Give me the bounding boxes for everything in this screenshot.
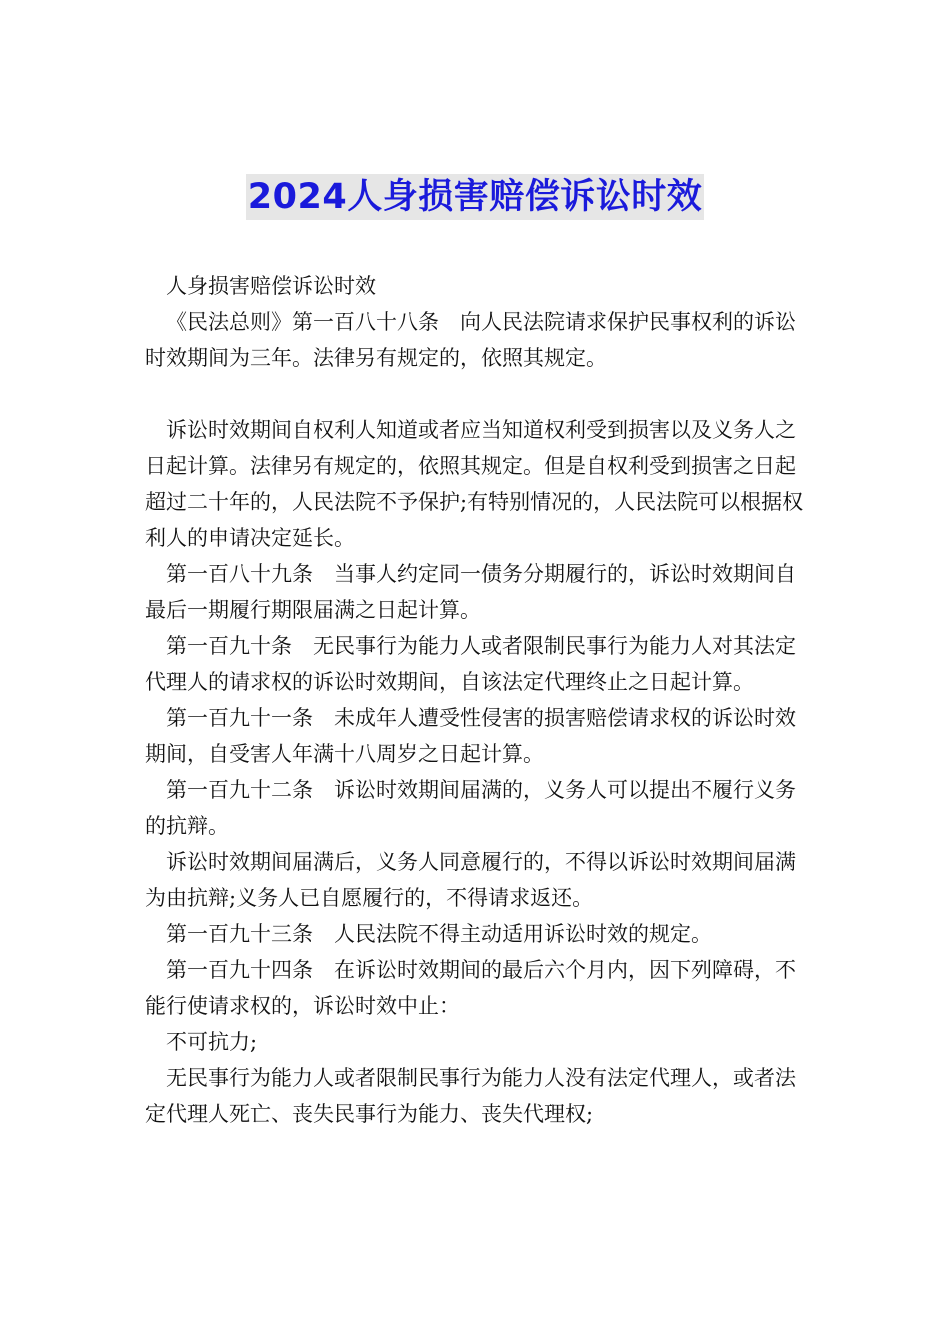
title-container [0,174,950,220]
paragraph-article-191: 第一百九十一条 未成年人遭受性侵害的损害赔偿请求权的诉讼时效期间，自受害人年满十八周岁之日起计算。 [145,706,796,766]
paragraph-article-189: 第一百八十九条 当事人约定同一债务分期履行的，诉讼时效期间自最后一期履行期限届满之日起计算。 [145,562,796,622]
paragraph-limitation-start: 诉讼时效期间自权利人知道或者应当知道权利受到损害以及义务人之日起计算。法律另有规定的，依照其规定。但是自权利受到损害之日起超过二十年的，人民法院不予保护;有特别情况的，人民法院可以根据权利人的申请决定延长。 [145,418,804,550]
paragraph-force-majeure: 不可抗力; [166,1030,258,1054]
paragraph-article-190: 第一百九十条 无民事行为能力人或者限制民事行为能力人对其法定代理人的请求权的诉讼时效期间，自该法定代理终止之日起计算。 [145,634,796,694]
document-body [145,268,810,1132]
paragraph-expiry-performance: 诉讼时效期间届满后，义务人同意履行的，不得以诉讼时效期间届满为由抗辩;义务人已自愿履行的，不得请求返还。 [145,850,796,910]
paragraph-article-188: 《民法总则》第一百八十八条 向人民法院请求保护民事权利的诉讼时效期间为三年。法律另有规定的，依照其规定。 [145,310,796,370]
document-title: 2024人身损害赔偿诉讼时效 [246,174,704,220]
paragraph-spacer [145,376,810,412]
paragraph-heading: 人身损害赔偿诉讼时效 [166,274,376,298]
paragraph-no-legal-agent: 无民事行为能力人或者限制民事行为能力人没有法定代理人，或者法定代理人死亡、丧失民事行为能力、丧失代理权; [145,1066,796,1126]
paragraph-article-192: 第一百九十二条 诉讼时效期间届满的，义务人可以提出不履行义务的抗辩。 [145,778,796,838]
paragraph-article-193: 第一百九十三条 人民法院不得主动适用诉讼时效的规定。 [166,922,712,946]
paragraph-article-194: 第一百九十四条 在诉讼时效期间的最后六个月内，因下列障碍，不能行使请求权的，诉讼时效中止： [145,958,796,1018]
